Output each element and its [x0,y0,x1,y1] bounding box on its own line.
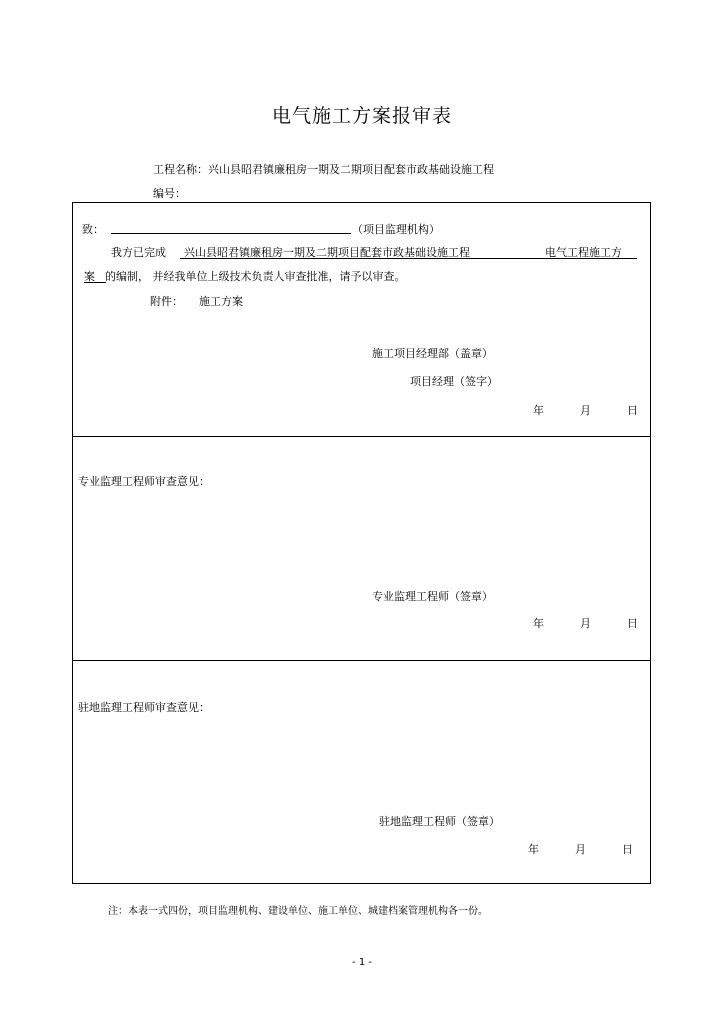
attachment-label: 附件： [150,295,183,308]
to-label: 致： [82,223,104,236]
date-month: 月 [580,617,591,630]
plan-name-underline [84,282,106,283]
date-day: 日 [622,843,633,856]
section-divider-2 [72,660,651,661]
to-suffix: （项目监理机构） [352,223,440,236]
project-label: 工程名称： [153,163,208,176]
date-year: 年 [533,404,544,417]
number-label: 编号： [153,187,186,200]
date-year: 年 [528,843,539,856]
sign-dept: 施工项目经理部（盖章） [372,347,493,360]
resident-opinion-label: 驻地监理工程师审查意见： [78,701,210,714]
footnote: 注：本表一式四份，项目监理机构、建设单位、施工单位、城建档案管理机构各一份。 [108,906,488,917]
resident-sign: 驻地监理工程师（签章） [379,815,500,828]
section1-project-name: 兴山县昭君镇廉租房一期及二期项目配套市政基础设施工程 [184,246,470,259]
page-number: - 1 - [352,957,372,968]
plan-name-part2: 案 [84,270,95,283]
page-title: 电气施工方案报审表 [271,105,452,127]
date-month: 月 [580,404,591,417]
sign-manager: 项目经理（签字） [410,375,498,388]
project-name: 兴山县昭君镇廉租房一期及二期项目配套市政基础设施工程 [208,163,494,176]
project-name-underline [180,258,637,259]
professional-sign: 专业监理工程师（签章） [372,590,493,603]
attachment-value: 施工方案 [199,295,243,308]
professional-opinion-label: 专业监理工程师审查意见： [78,475,210,488]
section-divider-1 [72,436,651,437]
date-month: 月 [575,843,586,856]
date-day: 日 [627,404,638,417]
date-year: 年 [533,617,544,630]
plan-name-part1: 电气工程施工方 [545,246,622,259]
to-recipient-underline [111,233,351,234]
project-name-line [153,161,494,177]
date-day: 日 [627,617,638,630]
body-rest-text: 的编制， 并经我单位上级技术负责人审查批准，请予以审查。 [105,270,406,283]
we-completed-text: 我方已完成 [111,246,166,259]
